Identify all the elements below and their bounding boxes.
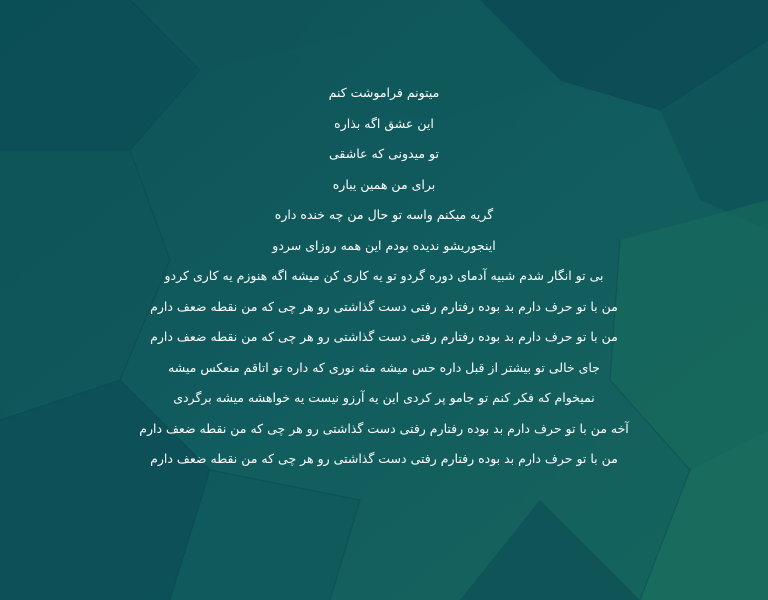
lyric-line: آخه من با تو حرف دارم بد بوده رفتارم رفتی دست گذاشتی رو هر چی که من نقطه ضعف دارم [139,420,629,436]
lyric-line: جای خالی تو بیشتر از قبل داره حس میشه مثه نوری که داره تو اتاقم منعکس میشه [168,359,600,375]
lyric-line: من با تو حرف دارم بد بوده رفتارم رفتی دست گذاشتی رو هر چی که من نقطه ضعف دارم [150,298,618,314]
lyric-line: برای من همین یباره [332,176,436,192]
lyric-line: تو میدونی که عاشقی [329,146,439,161]
lyric-line: بی تو انگار شدم شبیه آدمای دوره گردو تو یه کاری کن میشه اگه هنوزم یه کاری کردو [164,268,604,283]
lyrics-text-block [0,78,768,475]
lyric-line: گریه میکنم واسه تو حال من چه خنده داره [274,207,494,222]
lyric-line: این عشق اگه بذاره [334,115,434,131]
lyric-line: اینجوریشو ندیده بودم این همه روزای سردو [272,237,496,253]
lyric-line: من با تو حرف دارم بد بوده رفتارم رفتی دست گذاشتی رو هر چی که من نقطه ضعف دارم [150,451,618,466]
lyric-line: نمیخوام که فکر کنم تو جامو پر کردی این یه آرزو نیست یه خواهشه میشه برگردی [173,390,595,405]
lyric-line: من با تو حرف دارم بد بوده رفتارم رفتی دست گذاشتی رو هر چی که من نقطه ضعف دارم [150,329,618,344]
lyric-line: میتونم فراموشت کنم [328,85,440,100]
